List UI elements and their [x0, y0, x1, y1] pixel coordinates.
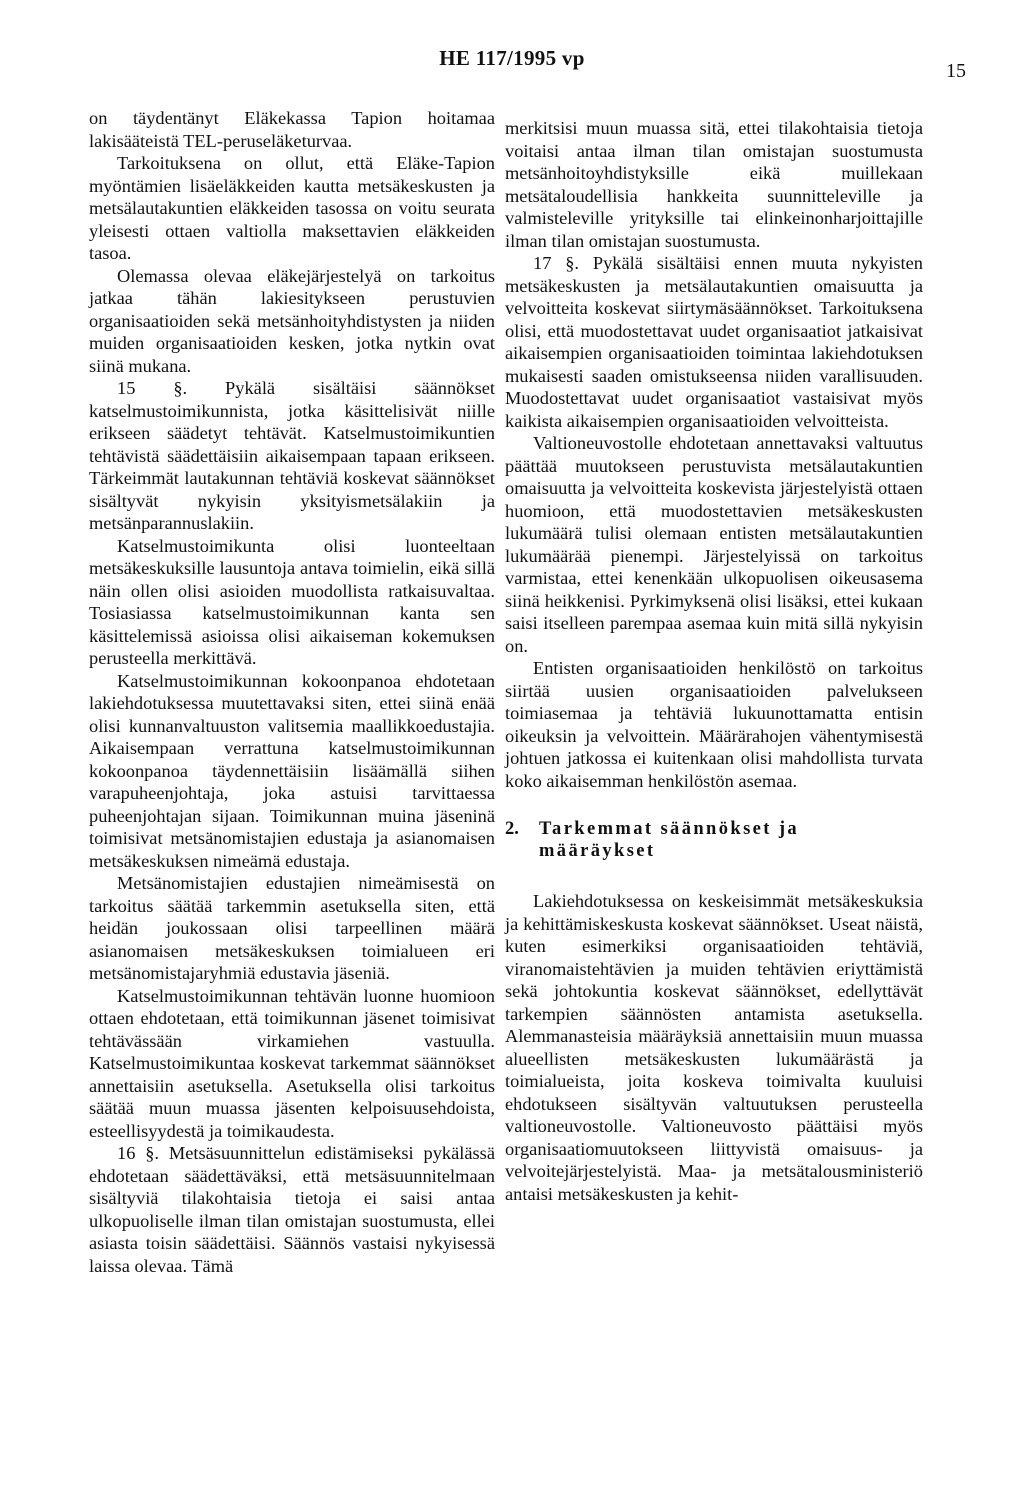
section-title-line-1: Tarkemmat säännökset ja — [539, 819, 800, 839]
section-title-line-2: määräykset — [539, 841, 656, 861]
paragraph: Tarkoituksena on ollut, että Eläke-Tapion myöntämien lisäeläkkeiden kautta metsäkeskusten ja metsälautakuntien eläkkeiden tasossa on voitu seurata yleisesti ottaen valtiolla maksettavien eläkkeiden tasoa. — [89, 153, 495, 263]
paragraph: Entisten organisaatioiden henkilöstö on tarkoitus siirtää uusien organisaatioiden palvelukseen toimiasemaa ja tehtäviä lukuunottamatta entisin oikeuksin ja velvoittein. Määrärahojen vähentymisestä johtuen jatkossa ei kuitenkaan olisi mahdollista turvata koko aikaisemman henkilöstön asemaa. — [505, 658, 923, 791]
page-number: 15 — [946, 60, 966, 82]
paragraph: Katselmustoimikunnan tehtävän luonne huomioon ottaen ehdotetaan, että toimikunnan jäsenet toimisivat tehtävässään virkamiehen vastuulla. Katselmustoimikuntaa koskevat tarkemmat säännökset annettaisiin asetuksella. Asetuksella olisi tarkoitus säätää muun muassa jäsenten kelpoisuusehdoista, esteellisyydestä ja toimikaudesta. — [89, 985, 495, 1141]
paragraph: Metsänomistajien edustajien nimeämisestä on tarkoitus säätää tarkemmin asetuksella siten, että heidän joukossaan olisi tarpeellinen määrä asianomaisen metsäkeskuksen toimialueen eri metsänomistajaryhmiä edustavia jäseniä. — [89, 873, 495, 983]
document-id: HE 117/1995 vp — [439, 46, 585, 70]
paragraph: 16 §. Metsäsuunnittelun edistämiseksi pykälässä ehdotetaan säädettäväksi, että metsäsuunnitelmaan sisältyviä tilakohtaisia tietoja ei saisi antaa ulkopuoliselle ilman tilan omistajan suostumusta, ellei asiasta toisin säädettäisi. Säännös vastaisi nykyisessä laissa olevaa. Tämä — [89, 1143, 495, 1276]
right-column — [505, 117, 923, 1205]
section-number: 2. — [505, 819, 519, 839]
paragraph: 17 §. Pykälä sisältäisi ennen muuta nykyisten metsäkeskusten ja metsälautakuntien omaisuutta ja velvoitteita koskevat siirtymäsäännökset. Tarkoituksena olisi, että muodostettavat uudet organisaatiot jatkaisivat aikaisempien organisaatioiden toimintaa lakiehdotuksen mukaisesti saaden omistukseensa niiden varallisuuden. Muodostettavat uudet organisaatiot vastaisivat myös kaikista aikaisempien organisaatioiden velvoitteista. — [505, 253, 923, 431]
paragraph: Olemassa olevaa eläkejärjestelyä on tarkoitus jatkaa tähän lakiesitykseen perustuvien organisaatioiden sekä metsänhoityhdistysten ja niiden muiden organisaatioiden kesken, jotka nytkin ovat siinä mukana. — [89, 265, 495, 376]
paragraph: Lakiehdotuksessa on keskeisimmät metsäkeskuksia ja kehittämiskeskusta koskevat säännökset. Useat näistä, kuten esimerkiksi organisaatioiden tehtäviä, viranomaistehtävien ja muiden tehtävien eriyttämistä sekä johtokuntia koskevat säännökset, edellyttävät tarkempien säännösten antamista asetuksella. Alemmanasteisia määräyksiä annettaisiin muun muassa alueellisten metsäkeskusten lukumäärästä ja toimialueista, joita koskeva toimivalta kuuluisi ehdotukseen sisältyvän valtuutuksen perusteella valtioneuvostolle. Valtioneuvosto päättäisi myös organisaatiomuutokseen liittyvistä omaisuus- ja velvoitejärjestelyistä. Maa- ja metsätalousministeriö antaisi metsäkeskusten ja kehit- — [505, 891, 923, 1204]
paragraph: on täydentänyt Eläkekassa Tapion hoitamaa lakisääteistä TEL-peruseläketurvaa. — [89, 108, 495, 151]
section-heading — [505, 818, 923, 862]
left-column — [89, 107, 495, 1277]
paragraph: 15 §. Pykälä sisältäisi säännökset katselmustoimikunnista, jotka käsittelisivät niille erikseen säädetyt tehtävät. Katselmustoimikuntien tehtävistä säädettäisiin aikaisempaan tapaan erikseen. Tärkeimmät lautakunnan tehtäviä koskevat säännökset sisältyvät nykyisin yksityismetsälakiin ja metsänparannuslakiin. — [89, 378, 495, 533]
paragraph: Katselmustoimikunta olisi luonteeltaan metsäkeskuksille lausuntoja antava toimielin, eikä sillä näin ollen olisi asioiden muodollista ratkaisuvaltaa. Tosiasiassa katselmustoimikunnan kanta sen käsittelemissä asioissa olisi aikaiseman kokemuksen perusteella merkittävä. — [89, 535, 495, 668]
paragraph: Valtioneuvostolle ehdotetaan annettavaksi valtuutus päättää muutokseen perustuvista metsälautakuntien omaisuutta ja velvoitteita koskevista järjestelyistä ottaen huomioon, että muodostettavien metsäkeskusten lukumäärä tulisi olemaan entisten metsälautakuntien lukumäärää pienempi. Järjestelyissä on tarkoitus varmistaa, ettei kenenkään ulkopuolisen oikeusasema siinä heikkenisi. Pyrkimyksenä olisi lisäksi, ettei kukaan saisi itselleen parempaa asemaa kuin mitä sillä nykyisin on. — [505, 433, 923, 656]
paragraph: merkitsisi muun muassa sitä, ettei tilakohtaisia tietoja voitaisi antaa ilman tilan omistajan suostumusta metsänhoitoyhdistyksille eikä muillekaan metsätaloudellisia hankkeita suunnitteleville ja valmisteleville yrityksille tai elinkeinonharjoittajille ilman tilan omistajan suostumusta. — [505, 118, 923, 251]
page-header — [0, 46, 1024, 80]
paragraph: Katselmustoimikunnan kokoonpanoa ehdotetaan lakiehdotuksessa muutettavaksi siten, ettei siinä enää olisi kunnanvaltuuston valitsemia maallikkoedustajia. Aikaisempaan verrattuna katselmustoimikunnan kokoonpanoa täydennettäisiin lisäämällä siihen varapuheenjohtaja, joka astuisi tarvittaessa puheenjohtajan sijaan. Toimikunnan muina jäseninä toimisivat metsänomistajien edustaja ja asianomaisen metsäkeskuksen nimeämä edustaja. — [89, 670, 495, 871]
